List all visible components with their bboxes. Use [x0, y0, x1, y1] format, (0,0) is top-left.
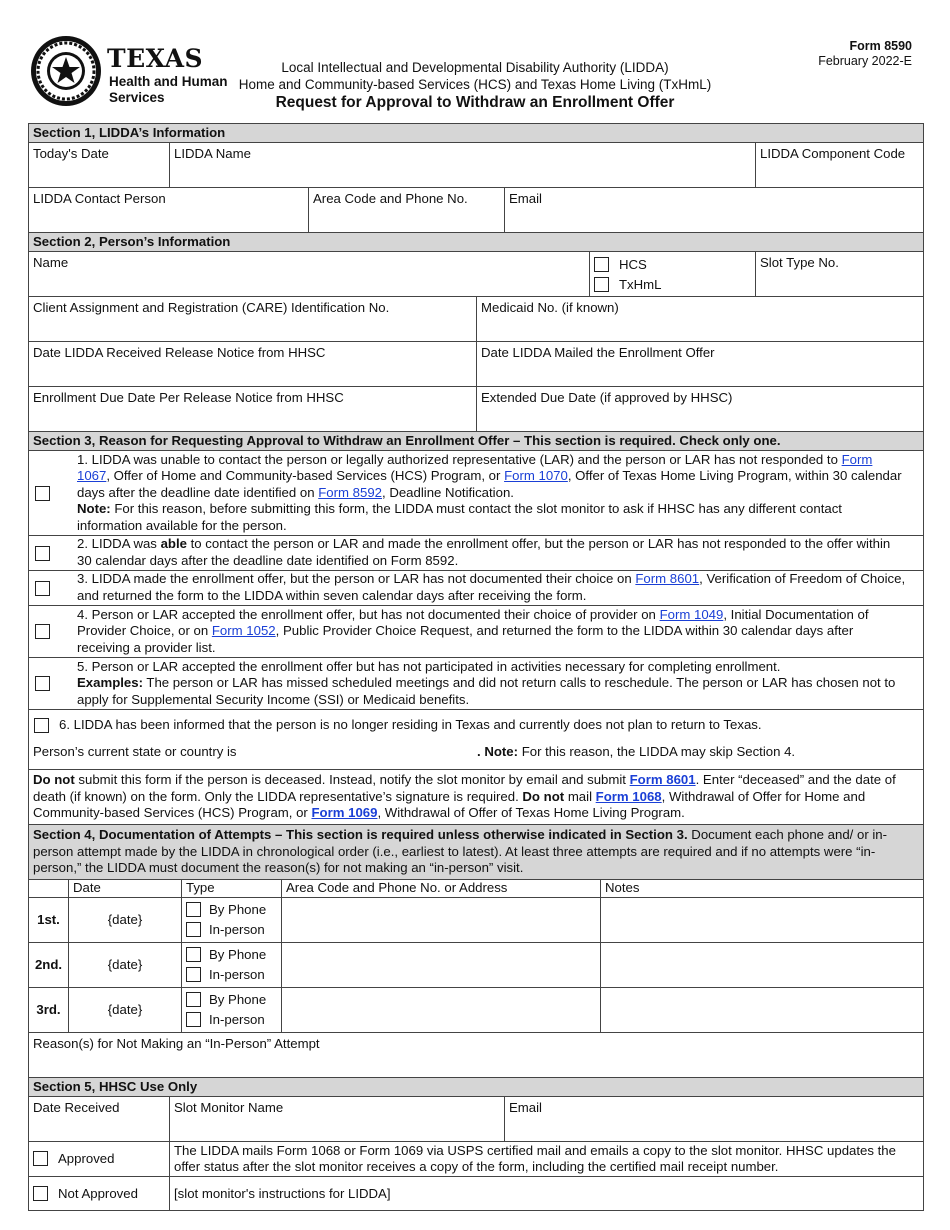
- section-2-title: Section 2, Person’s Information: [29, 232, 923, 251]
- agency-line-2: Home and Community-based Services (HCS) and Texas Home Living (TxHmL): [238, 77, 712, 92]
- reason-5: 5. Person or LAR accepted the enrollment offer but has not participated in activities necessary for completing enrollment. Examples: The person or LAR has missed scheduled meetings and did not return calls to reschedule. The person or LAR has chosen not to apply for Supplemental Security Income (SSI) or Medicaid benefits.: [29, 657, 923, 709]
- in-person-checkbox[interactable]: [186, 967, 201, 982]
- txhml-checkbox[interactable]: [594, 277, 609, 292]
- lidda-contact-person-field[interactable]: LIDDA Contact Person: [33, 191, 166, 206]
- reason-1-checkbox[interactable]: [35, 486, 50, 501]
- slot-type-field[interactable]: Slot Type No.: [755, 252, 923, 296]
- form-1067-link[interactable]: Form 1067: [77, 451, 873, 484]
- release-notice-date-field[interactable]: Date LIDDA Received Release Notice from HHSC: [33, 345, 326, 360]
- approved-instructions: The LIDDA mails Form 1068 or Form 1069 via USPS certified mail and emails a copy to the slot monitor. HHSC updates the offer status after the slot monitor receives a copy of the form, including the certified mail receipt number.: [169, 1142, 923, 1176]
- slot-monitor-email-field[interactable]: Email: [504, 1097, 923, 1141]
- reason-2-checkbox[interactable]: [35, 546, 50, 561]
- attempt-address-field[interactable]: [281, 943, 600, 987]
- attempts-header-row: [29, 879, 923, 897]
- form-title: Request for Approval to Withdraw an Enrollment Offer: [275, 94, 675, 111]
- reason-6: 6. LIDDA has been informed that the person is no longer residing in Texas and currently does not plan to return to Texas. Person’s current state or country is . Note: For this reason, the LIDDA may skip Section 4.: [29, 709, 923, 769]
- not-approved-checkbox[interactable]: [33, 1186, 48, 1201]
- medicaid-number-field[interactable]: Medicaid No. (if known): [476, 297, 923, 341]
- slot-monitor-instructions-field[interactable]: [slot monitor's instructions for LIDDA]: [169, 1177, 923, 1210]
- hcs-checkbox[interactable]: [594, 257, 609, 272]
- date-received-field[interactable]: Date Received: [33, 1099, 120, 1115]
- by-phone-checkbox[interactable]: [186, 947, 201, 962]
- attempt-date-field[interactable]: {date}: [68, 943, 181, 987]
- attempt-address-field[interactable]: [281, 988, 600, 1032]
- col-notes: Notes: [600, 880, 923, 897]
- person-name-field[interactable]: Name: [33, 255, 69, 270]
- col-address: Area Code and Phone No. or Address: [281, 880, 600, 897]
- attempt-notes-field[interactable]: [600, 988, 923, 1032]
- current-state-label: Person’s current state or country is: [33, 744, 237, 759]
- attempt-date-field[interactable]: {date}: [68, 988, 181, 1032]
- form-1069-link[interactable]: Form 1069: [311, 805, 378, 821]
- slot-monitor-name-field[interactable]: Slot Monitor Name: [169, 1097, 504, 1141]
- attempt-date-field[interactable]: {date}: [68, 898, 181, 942]
- extended-due-date-field[interactable]: Extended Due Date (if approved by HHSC): [476, 387, 923, 431]
- section-1-title: Section 1, LIDDA’s Information: [29, 124, 923, 142]
- reason-4-checkbox[interactable]: [35, 624, 50, 639]
- attempt-notes-field[interactable]: [600, 898, 923, 942]
- form-body: [28, 123, 924, 1211]
- care-id-field[interactable]: Client Assignment and Registration (CARE) Identification No.: [33, 300, 390, 315]
- agency-line-1: Local Intellectual and Developmental Disability Authority (LIDDA): [281, 60, 669, 75]
- approved-label: Approved: [58, 1151, 115, 1167]
- form-number: Form 8590: [849, 39, 912, 53]
- not-approved-label: Not Approved: [58, 1185, 138, 1201]
- form-header: [0, 0, 950, 120]
- attempt-row: 1st. {date} By Phone In-person: [29, 897, 923, 942]
- section-4-title: Section 4, Documentation of Attempts – This section is required unless otherwise indicated in Section 3. Document each phone and/ or in-person attempt made by the LIDDA in chronological order (i.e., earliest to latest). At least three attempts are required and if no attempts were “in-person,” the LIDDA must document the reason(s) for not making an “in-person” visit.: [29, 824, 923, 879]
- reason-6-checkbox[interactable]: [34, 718, 49, 733]
- by-phone-checkbox[interactable]: [186, 992, 201, 1007]
- in-person-checkbox[interactable]: [186, 922, 201, 937]
- attempt-address-field[interactable]: [281, 898, 600, 942]
- brand-hhs: Health and Human Services: [109, 74, 228, 105]
- reason-4: 4. Person or LAR accepted the enrollment offer, but has not documented their choice of provider on Form 1049, Initial Documentation of Provider Choice, or on Form 1052, Public Provider Choice Request, and returned the form to the LIDDA within 30 calendar days after receiving a provider list.: [29, 605, 923, 657]
- form-heading: [225, 59, 725, 111]
- reason-3-checkbox[interactable]: [35, 581, 50, 596]
- deceased-note: Do not submit this form if the person is deceased. Instead, notify the slot monitor by email and submit Form 8601. Enter “deceased” and the date of death (if known) on the form. Only the LIDDA representative’s signature is required. Do not mail Form 1068, Withdrawal of Offer for Home and Community-based Services (HCS) Program, or Form 1069, Withdrawal of Offer of Texas Home Living Program.: [29, 769, 923, 824]
- todays-date-field[interactable]: Today's Date: [33, 146, 109, 161]
- form-8592-link[interactable]: Form 8592: [318, 484, 382, 500]
- form-1052-link[interactable]: Form 1052: [211, 623, 276, 639]
- current-state-input[interactable]: [259, 743, 474, 759]
- form-date: February 2022-E: [818, 54, 912, 68]
- approved-checkbox[interactable]: [33, 1151, 48, 1166]
- attempt-row: 2nd. {date} By Phone In-person: [29, 942, 923, 987]
- section-5-title: Section 5, HHSC Use Only: [29, 1077, 923, 1096]
- lidda-component-code-field[interactable]: LIDDA Component Code: [755, 143, 923, 187]
- in-person-reasons-field[interactable]: Reason(s) for Not Making an “In-Person” Attempt: [33, 1035, 320, 1051]
- lidda-email-field[interactable]: Email: [504, 188, 923, 232]
- form-1070-link[interactable]: Form 1070: [504, 468, 568, 484]
- program-choice: HCS TxHmL: [589, 252, 755, 296]
- form-1049-link[interactable]: Form 1049: [659, 606, 724, 622]
- brand-texas: TEXAS: [107, 44, 204, 73]
- by-phone-checkbox[interactable]: [186, 902, 201, 917]
- col-type: Type: [181, 880, 281, 897]
- section-3-title: Section 3, Reason for Requesting Approval to Withdraw an Enrollment Offer – This section is required. Check only one.: [29, 431, 923, 450]
- attempt-row: 3rd. {date} By Phone In-person: [29, 987, 923, 1032]
- enrollment-due-date-field[interactable]: Enrollment Due Date Per Release Notice from HHSC: [33, 390, 344, 405]
- form-1068-link[interactable]: Form 1068: [595, 788, 662, 804]
- form-8601-link[interactable]: Form 8601: [635, 571, 700, 587]
- texas-seal-logo: [30, 35, 102, 107]
- attempt-notes-field[interactable]: [600, 943, 923, 987]
- col-date: Date: [68, 880, 181, 897]
- reason-3: 3. LIDDA made the enrollment offer, but the person or LAR has not documented their choice on Form 8601, Verification of Freedom of Choice, and returned the form to the LIDDA within seven calendar days after receiving the form.: [29, 570, 923, 605]
- reason-1: 1. LIDDA was unable to contact the person or legally authorized representative (LAR) and the person or LAR has not responded to Form 1067, Offer of Home and Community-based Services (HCS) Program, or Form 1070, Offer of Texas Home Living Program, within 30 calendar days after the deadline date identified on Form 8592, Deadline Notification. Note: For this reason, before submitting this form, the LIDDA must contact the slot monitor to ask if HHSC has any different contact information available for the person.: [29, 450, 923, 535]
- reason-5-checkbox[interactable]: [35, 676, 50, 691]
- in-person-checkbox[interactable]: [186, 1012, 201, 1027]
- lidda-phone-field[interactable]: Area Code and Phone No.: [308, 188, 504, 232]
- offer-mailed-date-field[interactable]: Date LIDDA Mailed the Enrollment Offer: [476, 342, 923, 386]
- form-number-block: [818, 39, 912, 69]
- reason-2: 2. LIDDA was able to contact the person or LAR and made the enrollment offer, but the person or LAR has not responded to the offer within 30 calendar days after the deadline date identified on Form 8592.: [29, 535, 923, 570]
- lidda-name-field[interactable]: LIDDA Name: [169, 143, 755, 187]
- form-8601-link-2[interactable]: Form 8601: [629, 772, 696, 787]
